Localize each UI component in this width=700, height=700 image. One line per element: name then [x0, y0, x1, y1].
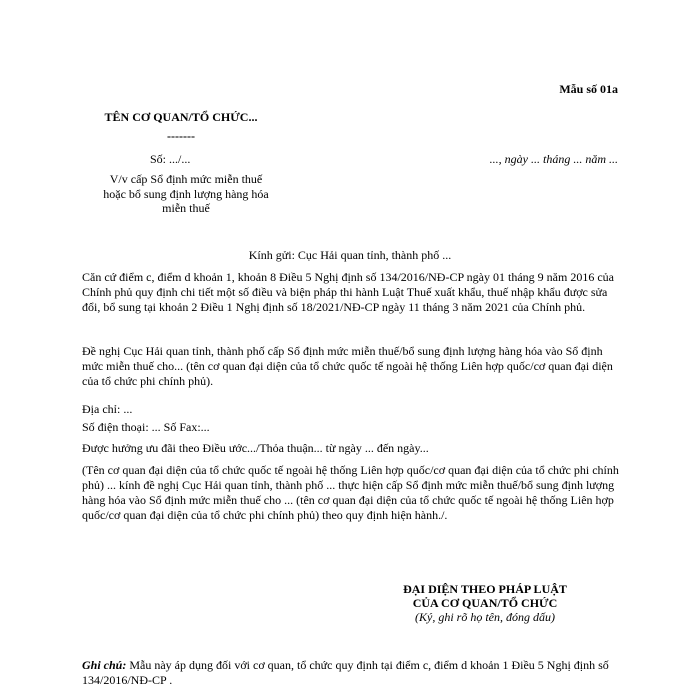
- paragraph-treaty: Được hưởng ưu đãi theo Điều ước.../Thỏa thuận... từ ngày ... đến ngày...: [82, 441, 429, 455]
- subject-line-1: V/v cấp Sổ định mức miễn thuế: [109, 172, 263, 186]
- footnote-text: Mẫu này áp dụng đối với cơ quan, tổ chức quy định tại điểm c, điểm d khoản 1 Điều 5 Nghị định số 134/2016/NĐ-CP .: [82, 658, 609, 687]
- paragraph-legal-basis: Căn cứ điểm c, điểm d khoản 1, khoản 8 Điều 5 Nghị định số 134/2016/NĐ-CP ngày 01 tháng 9 năm 2016 của Chính phủ quy định chi tiết một số điều và biện pháp thi hành Luật Thuế xuất khẩu, thuế nhập khẩu được sửa đổi, bổ sung tại khoản 2 Điều 1 Nghị định số 18/2021/NĐ-CP ngày 11 tháng 3 năm 2021 của Chính phủ.: [82, 270, 614, 314]
- footnote: [82, 658, 622, 688]
- paragraph-address: Địa chỉ: ...: [82, 402, 133, 416]
- paragraph-closing: (Tên cơ quan đại diện của tổ chức quốc tế ngoài hệ thống Liên hợp quốc/cơ quan đại diện của tổ chức phi chính phủ) ... kính đề nghị Cục Hải quan tỉnh, thành phố ... thực hiện cấp Sổ định mức miễn thuế/bổ sung định lượng hàng hóa vào Sổ định mức miễn thuế cho ... (tên cơ quan đại diện của tổ chức quốc tế ngoài hệ thống Liên hợp quốc/cơ quan đại diện của tổ chức phi chính phủ) theo quy định hiện hành./.: [82, 463, 619, 522]
- organization-block: [92, 110, 270, 144]
- subject-block: [82, 172, 290, 216]
- organization-rule: -------: [167, 129, 195, 143]
- document-number: Số: .../...: [150, 152, 191, 166]
- signature-title-2: CỦA CƠ QUAN/TỔ CHỨC: [412, 596, 558, 610]
- paragraph-request: Đề nghị Cục Hải quan tỉnh, thành phố cấp Sổ định mức miễn thuế/bổ sung định lượng hàng hóa vào Sổ định mức miễn thuế cho... (tên cơ quan đại diện của tổ chức quốc tế ngoài hệ thống Liên hợp quốc/cơ quan đại diện của tổ chức phi chính phủ).: [82, 344, 613, 388]
- signature-title-1: ĐẠI DIỆN THEO PHÁP LUẬT: [403, 582, 567, 596]
- form-number: Mẫu số 01a: [559, 82, 618, 96]
- greeting: Kính gửi: Cục Hải quan tỉnh, thành phố ...: [248, 248, 452, 262]
- subject-line-3: miễn thuế: [162, 201, 210, 215]
- subject-line-2: hoặc bổ sung định lượng hàng hóa: [103, 186, 269, 201]
- paragraph-phone-fax: Số điện thoại: ... Số Fax:...: [82, 420, 210, 434]
- date-line: ..., ngày ... tháng ... năm ...: [489, 152, 618, 166]
- signature-block: [375, 582, 595, 624]
- footnote-label: Ghi chú:: [82, 658, 127, 672]
- signature-note: (Ký, ghi rõ họ tên, đóng dấu): [415, 610, 555, 624]
- organization-name: TÊN CƠ QUAN/TỔ CHỨC...: [104, 110, 258, 124]
